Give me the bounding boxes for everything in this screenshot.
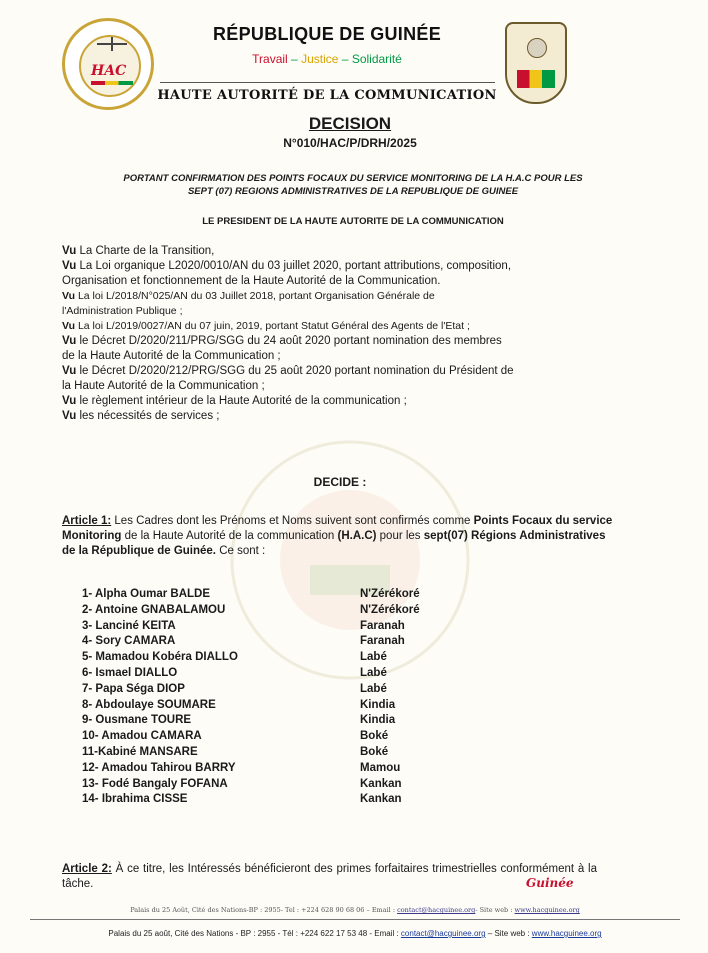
footer-line-bottom: Palais du 25 août, Cité des Nations - BP : 2955 - Tél : +224 622 17 53 48 - Email : contact@hacguinee.org – Site web : www.hacguinee.org — [108, 929, 602, 938]
decision-number: N°010/HAC/P/DRH/2025 — [283, 136, 417, 150]
vu-line: Vu La Charte de la Transition, — [62, 245, 215, 257]
motto-separator: – — [291, 52, 298, 66]
motto-travail: Travail — [252, 52, 288, 66]
vu-line: la Haute Autorité de la Communication ; — [62, 380, 265, 392]
list-item: 1- Alpha Oumar BALDE N'Zérékoré — [82, 588, 420, 600]
list-item: 5- Mamadou Kobéra DIALLO Labé — [82, 651, 387, 664]
article-2-label: Article 2: — [62, 863, 112, 875]
vu-line: l'Administration Publique ; — [62, 305, 183, 317]
decision-subject — [58, 172, 648, 198]
focal-points-list — [82, 588, 502, 809]
footer-divider — [30, 919, 680, 920]
list-item: 13- Fodé Bangaly FOFANA Kankan — [82, 777, 402, 790]
guinea-coat-of-arms — [505, 22, 567, 104]
footer-site-link[interactable]: www.hacguinee.org — [531, 929, 602, 938]
list-item: 2- Antoine GNABALAMOU N'Zérékoré — [82, 603, 420, 616]
list-item: 14- Ibrahima CISSE Kankan — [82, 793, 402, 806]
national-motto — [162, 52, 492, 66]
vu-line: de la Haute Autorité de la Communication ; — [62, 350, 281, 362]
motto-justice: Justice — [301, 52, 339, 66]
footer-line-top: Palais du 25 Août, Cité des Nations-BP : 2955- Tel : +224 628 90 68 06 – Email : contact@hacguinee.org- Site web : www.hacguinee.org — [130, 906, 580, 914]
list-item: 3- Lanciné KEITA Faranah — [82, 619, 405, 632]
authority-name: HAUTE AUTORITÉ DE LA COMMUNICATION — [157, 88, 497, 103]
subject-line: SEPT (07) REGIONS ADMINISTRATIVES DE LA REPUBLIQUE DE GUINEE — [187, 186, 519, 197]
subject-line: PORTANT CONFIRMATION DES POINTS FOCAUX DU SERVICE MONITORING DE LA H.A.C POUR LES — [123, 173, 583, 184]
list-item: 12- Amadou Tahirou BARRY Mamou — [82, 761, 401, 774]
list-item: 11-Kabiné MANSARE Boké — [82, 745, 389, 758]
list-item: 8- Abdoulaye SOUMARE Kindia — [82, 698, 396, 711]
article-2: Article 2: À ce titre, les Intéressés bénéficieront des primes forfaitaires trimestrielles conformément à la tâche. — [62, 863, 597, 890]
vu-line: Vu La loi L/2018/N°025/AN du 03 Juillet 2018, portant Organisation Générale de — [62, 290, 435, 302]
list-item: 4- Sory CAMARA Faranah — [82, 635, 405, 648]
vu-line: Organisation et fonctionnement de la Haute Autorité de la Communication. — [62, 275, 441, 287]
flag-stripe — [91, 81, 133, 85]
footer-email-link[interactable]: contact@hacguinee.org — [397, 906, 476, 914]
hac-seal-logo — [62, 18, 154, 110]
footer-site-link[interactable]: www.hacguinee.org — [514, 906, 580, 914]
vu-line: Vu le Décret D/2020/211/PRG/SGG du 24 août 2020 portant nomination des membres — [62, 335, 502, 347]
vu-line: Vu La Loi organique L2020/0010/AN du 03 juillet 2020, portant attributions, composition, — [62, 260, 512, 272]
president-heading: LE PRESIDENT DE LA HAUTE AUTORITE DE LA COMMUNICATION — [202, 216, 504, 227]
seal-hac-text: HAC — [91, 63, 127, 79]
vu-line: Vu le Décret D/2020/212/PRG/SGG du 25 août 2020 portant nomination du Président de — [62, 365, 514, 377]
coat-flag-stripes — [517, 70, 555, 88]
legal-basis — [62, 244, 622, 424]
motto-solidarite: Solidarité — [351, 52, 402, 66]
vu-line: Vu La loi L/2019/0027/AN du 07 juin, 2019, portant Statut Général des Agents de l'Etat ; — [62, 320, 470, 332]
header-divider — [160, 82, 495, 83]
justice-scale-icon — [97, 43, 127, 45]
signature-mark: Guinée — [526, 876, 574, 890]
footer-email-link[interactable]: contact@hacguinee.org — [400, 929, 486, 938]
vu-line: Vu le règlement intérieur de la Haute Autorité de la communication ; — [62, 395, 407, 407]
article-1: Article 1: Les Cadres dont les Prénoms et Noms suivent sont confirmés comme Points Focaux du service Monitoring de la Haute Autorité de la communication (H.A.C) pour les sept(07) Régions Administratives de la République de Guinée. Ce sont : — [62, 515, 613, 557]
motto-separator: – — [341, 52, 349, 66]
vu-line: Vu les nécessités de services ; — [62, 410, 220, 422]
dove-icon — [527, 38, 547, 58]
list-item: 10- Amadou CAMARA Boké — [82, 730, 389, 743]
list-item: 9- Ousmane TOURE Kindia — [82, 714, 396, 727]
decision-title: DECISION — [308, 114, 392, 133]
decide-heading: DECIDE : — [313, 475, 367, 489]
list-item: 6- Ismael DIALLO Labé — [82, 666, 387, 679]
republic-title: RÉPUBLIQUE DE GUINÉE — [212, 24, 442, 44]
article-1-label: Article 1: — [62, 515, 112, 527]
list-item: 7- Papa Séga DIOP Labé — [82, 682, 387, 695]
